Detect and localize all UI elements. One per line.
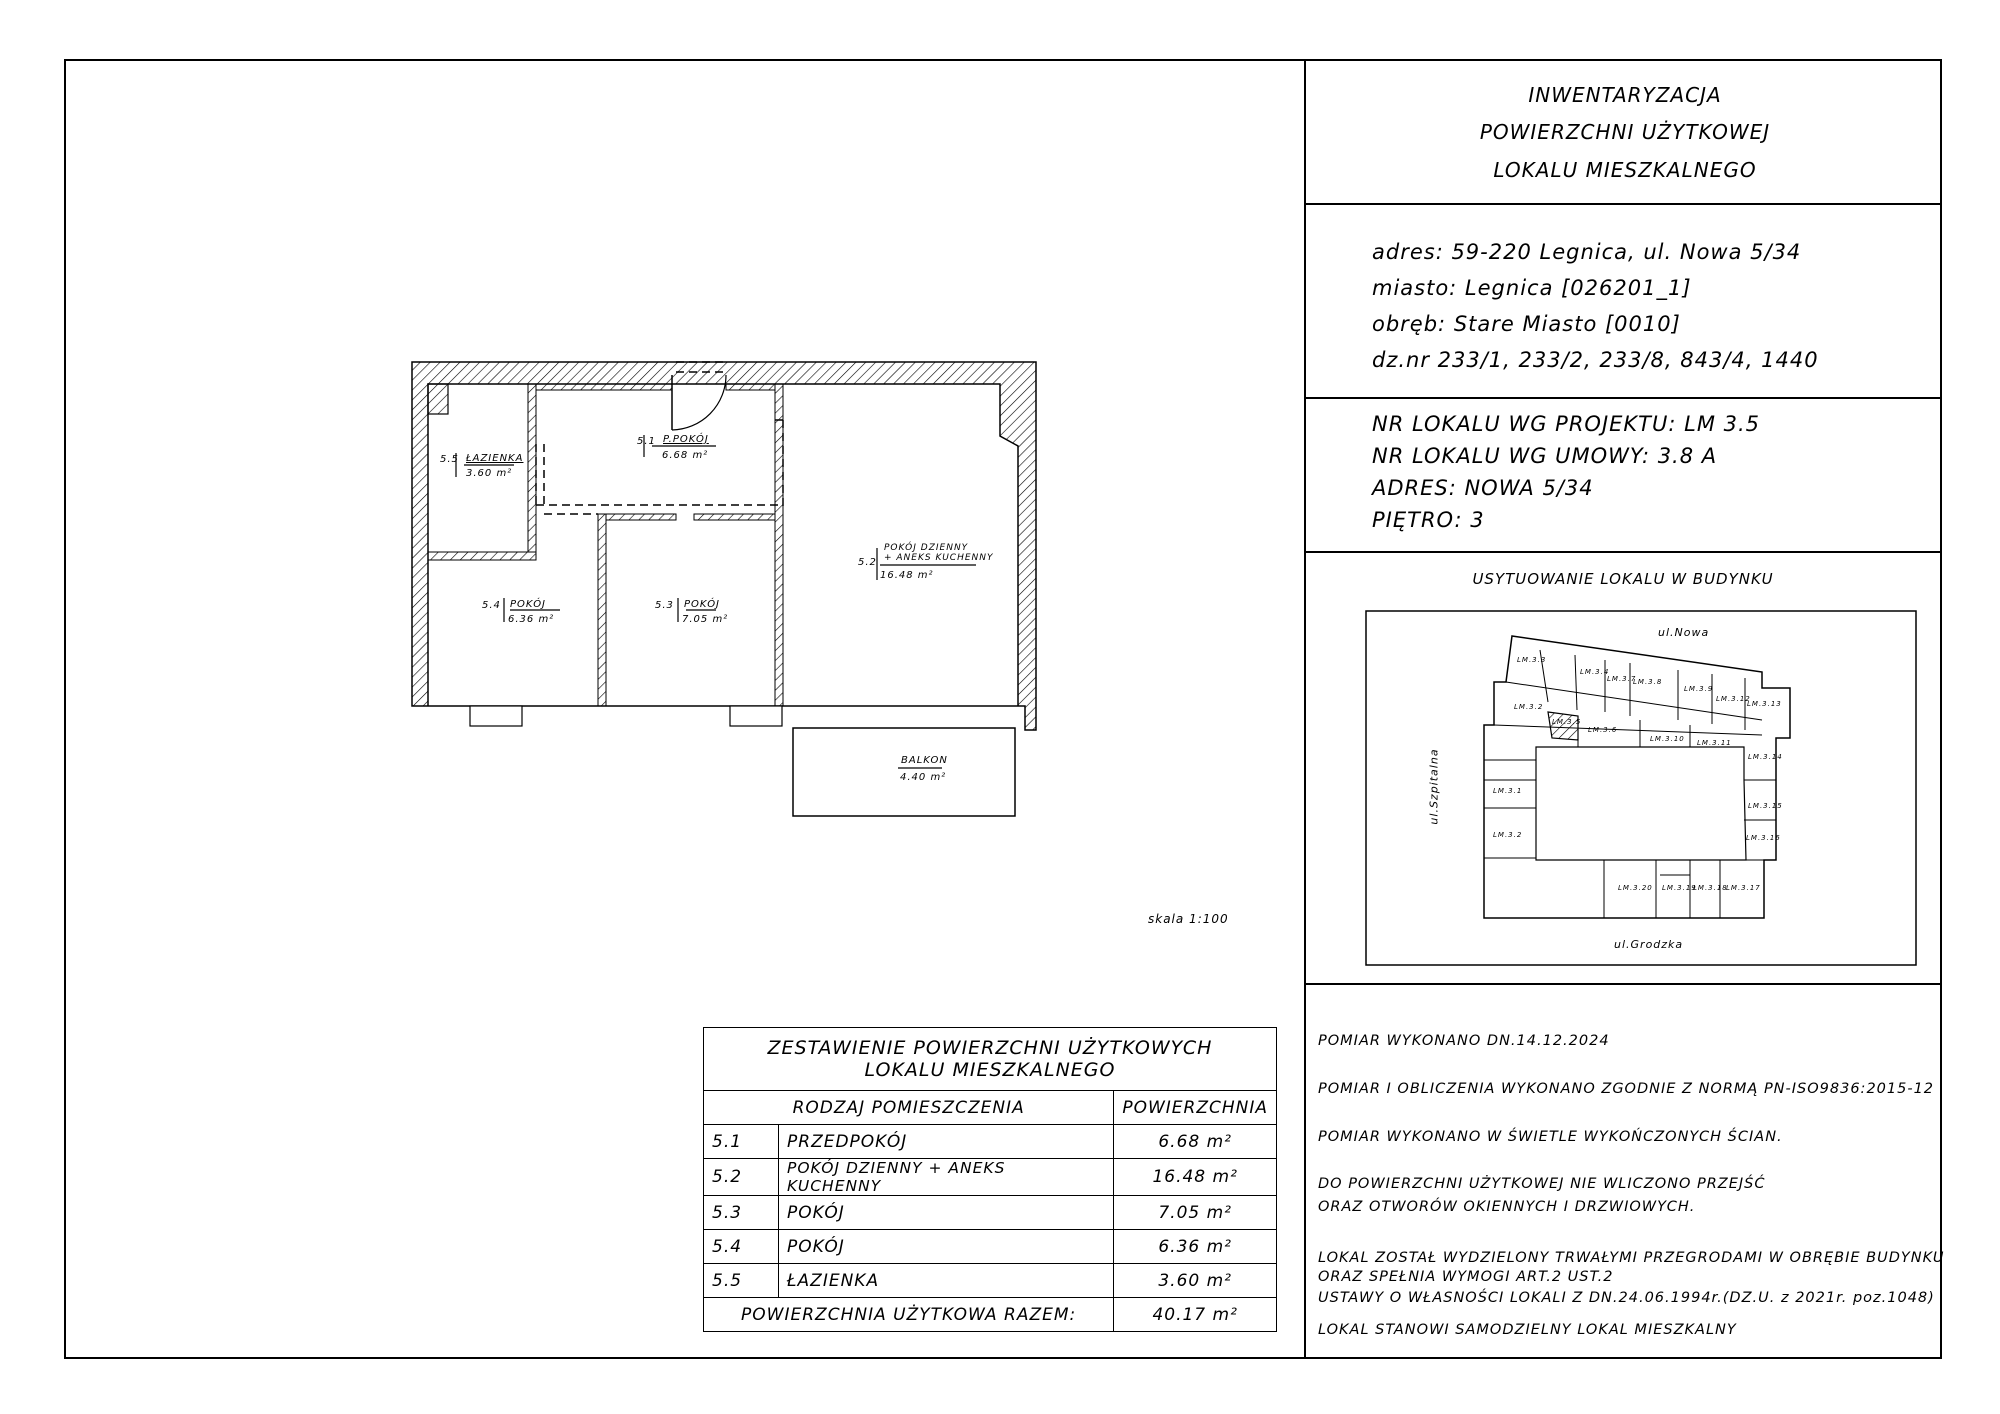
map-unit-label: LM.3.5 [1552,718,1582,726]
title-line-1: INWENTARYZACJA [1528,83,1722,107]
total-label: POWIERZCHNIA UŻYTKOWA RAZEM: [704,1298,1114,1332]
map-unit-label: LM.3.6 [1588,726,1618,734]
room-number: 5.3 [655,600,674,611]
city-line: miasto: Legnica [026201_1] [1372,276,1692,300]
table-row [704,1230,1277,1264]
map-unit-label: LM.3.7 [1607,675,1637,683]
map-unit-label: LM.3.17 [1726,884,1761,892]
floor-plan [412,362,1036,816]
summary-title [704,1028,1277,1091]
scale-label: skala 1:100 [1148,912,1229,926]
row-number: 5.4 [704,1230,779,1264]
map-unit-label: LM.3.20 [1618,884,1653,892]
row-number: 5.3 [704,1196,779,1230]
row-name: POKÓJ DZIENNY + ANEKS KUCHENNY [779,1159,1114,1196]
table-total-row [704,1298,1277,1332]
street-label-bottom: ul.Grodzka [1614,938,1684,951]
row-name: POKÓJ [779,1230,1114,1264]
location-map [1366,611,1916,965]
room-area: 16.48 m² [880,570,934,581]
note-legal-3: USTAWY O WŁASNOŚCI LOKALI Z DN.24.06.1994r.(DZ.U. z 2021r. poz.1048) [1318,1290,1935,1306]
room-name: POKÓJ DZIENNY [884,543,969,553]
row-area: 6.68 m² [1114,1125,1277,1159]
map-unit-label: LM.3.19 [1662,884,1697,892]
note-independent: LOKAL STANOWI SAMODZIELNY LOKAL MIESZKALNY [1318,1322,1737,1338]
note-exclusions-1: DO POWIERZCHNI UŻYTKOWEJ NIE WLICZONO PRZEJŚĆ [1318,1176,1766,1192]
row-name: POKÓJ [779,1196,1114,1230]
room-name: POKÓJ [510,599,547,610]
note-legal-2: ORAZ SPEŁNIA WYMOGI ART.2 UST.2 [1318,1269,1614,1285]
map-unit-label: LM.3.18 [1693,884,1728,892]
note-standard: POMIAR I OBLICZENIA WYKONANO ZGODNIE Z NORMĄ PN-ISO9836:2015-12 [1318,1081,1935,1097]
row-area: 16.48 m² [1114,1159,1277,1196]
room-area: 3.60 m² [466,468,513,479]
summary-title-line-2: LOKALU MIESZKALNEGO [864,1059,1116,1081]
row-number: 5.5 [704,1264,779,1298]
map-unit-label: LM.3.10 [1650,735,1685,743]
map-unit-label: LM.3.14 [1748,753,1783,761]
unit-contract-number: NR LOKALU WG UMOWY: 3.8 A [1372,444,1718,468]
map-unit-label: LM.3.15 [1748,802,1783,810]
note-measurement-date: POMIAR WYKONANO DN.14.12.2024 [1318,1033,1610,1049]
map-unit-label: LM.3.2 [1493,831,1523,839]
unit-address: ADRES: NOWA 5/34 [1372,476,1594,500]
map-unit-label: LM.3.11 [1697,739,1732,747]
room-name: P.POKÓJ [663,434,709,445]
street-label-top: ul.Nowa [1658,626,1710,639]
map-unit-label: LM.3.13 [1747,700,1782,708]
summary-title-line-1: ZESTAWIENIE POWIERZCHNI UŻYTKOWYCH [767,1037,1213,1059]
row-area: 7.05 m² [1114,1196,1277,1230]
district-line: obręb: Stare Miasto [0010] [1372,312,1681,336]
table-row [704,1159,1277,1196]
room-name-2: + ANEKS KUCHENNY [884,553,994,563]
row-number: 5.1 [704,1125,779,1159]
room-number: 5.1 [637,436,656,447]
title-line-2: POWIERZCHNI UŻYTKOWEJ [1479,120,1771,144]
room-number: 5.5 [440,454,459,465]
highlighted-unit [1548,712,1578,740]
note-legal-1: LOKAL ZOSTAŁ WYDZIELONY TRWAŁYMI PRZEGRODAMI W OBRĘBIE BUDYNKU [1318,1250,1945,1266]
balcony-area: 4.40 m² [900,772,947,783]
room-area: 6.36 m² [508,614,555,625]
map-unit-label: LM.3.16 [1746,834,1781,842]
note-exclusions-2: ORAZ OTWORÓW OKIENNYCH I DRZWIOWYCH. [1318,1199,1696,1215]
street-label-left: ul.Szpitalna [1427,748,1441,825]
map-unit-label: LM.3.1 [1493,787,1523,795]
room-number: 5.4 [482,600,501,611]
unit-floor: PIĘTRO: 3 [1372,508,1485,532]
map-unit-label: LM.3.3 [1517,656,1547,664]
note-walls: POMIAR WYKONANO W ŚWIETLE WYKOŃCZONYCH ŚCIAN. [1318,1129,1783,1145]
table-row [704,1196,1277,1230]
map-unit-label: LM.3.2 [1514,703,1544,711]
total-value: 40.17 m² [1114,1298,1277,1332]
column-header-type: RODZAJ POMIESZCZENIA [704,1091,1114,1125]
row-name: PRZEDPOKÓJ [779,1125,1114,1159]
summary-table [703,1027,1277,1332]
row-name: ŁAZIENKA [779,1264,1114,1298]
row-area: 3.60 m² [1114,1264,1277,1298]
table-row [704,1264,1277,1298]
room-area: 7.05 m² [682,614,729,625]
title-line-3: LOKALU MIESZKALNEGO [1493,158,1757,182]
location-title: USYTUOWANIE LOKALU W BUDYNKU [1472,570,1774,588]
row-area: 6.36 m² [1114,1230,1277,1264]
table-row [704,1125,1277,1159]
column-header-area: POWIERZCHNIA [1114,1091,1277,1125]
unit-project-number: NR LOKALU WG PROJEKTU: LM 3.5 [1372,412,1761,436]
map-unit-label: LM.3.8 [1633,678,1663,686]
row-number: 5.2 [704,1159,779,1196]
address-line: adres: 59-220 Legnica, ul. Nowa 5/34 [1372,240,1802,264]
parcel-line: dz.nr 233/1, 233/2, 233/8, 843/4, 1440 [1372,348,1819,372]
map-unit-label: LM.3.12 [1716,695,1751,703]
map-unit-label: LM.3.4 [1580,668,1610,676]
room-area: 6.68 m² [662,450,709,461]
room-number: 5.2 [858,557,877,568]
map-unit-label: LM.3.9 [1684,685,1714,693]
balcony-name: BALKON [901,755,948,766]
room-name: POKÓJ [684,599,721,610]
room-name: ŁAZIENKA [466,453,524,464]
